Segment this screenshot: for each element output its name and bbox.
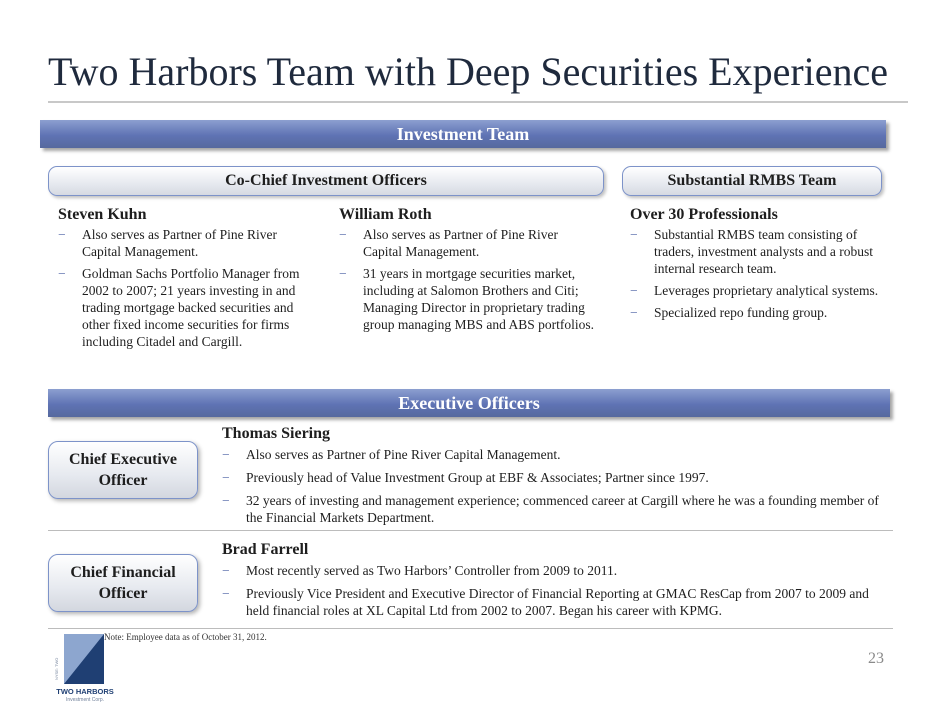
kuhn-profile [58, 206, 314, 355]
roth-bullet: − 31 years in mortgage securities market, including at Salomon Brothers and Citi; Managing Director in proprietary trading group managing MBS and ABS portfolios. [339, 265, 595, 333]
two-harbors-logo [52, 632, 118, 702]
ceo-bullet: − Previously head of Value Investment Group at EBF & Associates; Partner since 1997. [222, 469, 890, 486]
investment-team-banner: Investment Team [40, 120, 886, 148]
ceo-bullet: − 32 years of investing and management experience; commenced career at Cargill where he was a founding member of the Financial Markets Department. [222, 492, 890, 526]
logo-text: TWO HARBORS [56, 687, 114, 696]
exec-divider [48, 530, 893, 531]
page-title: Two Harbors Team with Deep Securities Experience [48, 49, 889, 94]
rmbs-team-header: Substantial RMBS Team [622, 166, 882, 196]
executive-officers-banner: Executive Officers [48, 389, 890, 417]
cfo-bullet: − Previously Vice President and Executive Director of Financial Reporting at GMAC ResCap from 2007 to 2009 and held financial roles at XL Capital Ltd from 2002 to 2007. Began his career with KPMG. [222, 585, 890, 619]
co-chief-header: Co-Chief Investment Officers [48, 166, 604, 196]
rmbs-name: Over 30 Professionals [630, 206, 778, 223]
footnote: Note: Employee data as of October 31, 2012. [104, 632, 267, 642]
cfo-bullet: − Most recently served as Two Harbors’ Controller from 2009 to 2011. [222, 562, 890, 579]
ceo-profile [222, 425, 890, 532]
ceo-role-box: Chief Executive Officer [48, 441, 198, 499]
kuhn-bullet: − Also serves as Partner of Pine River Capital Management. [58, 226, 314, 260]
title-divider [48, 101, 908, 103]
cfo-name: Brad Farrell [222, 541, 309, 558]
logo-subtext: Investment Corp. [65, 697, 105, 702]
roth-profile [339, 206, 595, 338]
rmbs-bullet: − Substantial RMBS team consisting of traders, investment analysts and a robust internal research team. [630, 226, 880, 277]
logo-vertical-text: NYSE: TWO [54, 657, 59, 680]
cfo-role-box: Chief Financial Officer [48, 554, 198, 612]
cfo-profile [222, 541, 890, 625]
page-number: 23 [868, 650, 884, 667]
kuhn-bullet: − Goldman Sachs Portfolio Manager from 2002 to 2007; 21 years investing in and trading mortgage backed securities and other fixed income securities for firms including Citadel and Cargill. [58, 265, 314, 350]
rmbs-bullet: − Specialized repo funding group. [630, 304, 880, 321]
footer-divider [48, 628, 893, 629]
ceo-bullet: − Also serves as Partner of Pine River Capital Management. [222, 446, 890, 463]
roth-name: William Roth [339, 206, 432, 223]
roth-bullet: − Also serves as Partner of Pine River Capital Management. [339, 226, 595, 260]
ceo-name: Thomas Siering [222, 425, 331, 442]
rmbs-bullet: − Leverages proprietary analytical systems. [630, 282, 880, 299]
rmbs-profile [630, 206, 880, 326]
kuhn-name: Steven Kuhn [58, 206, 147, 223]
